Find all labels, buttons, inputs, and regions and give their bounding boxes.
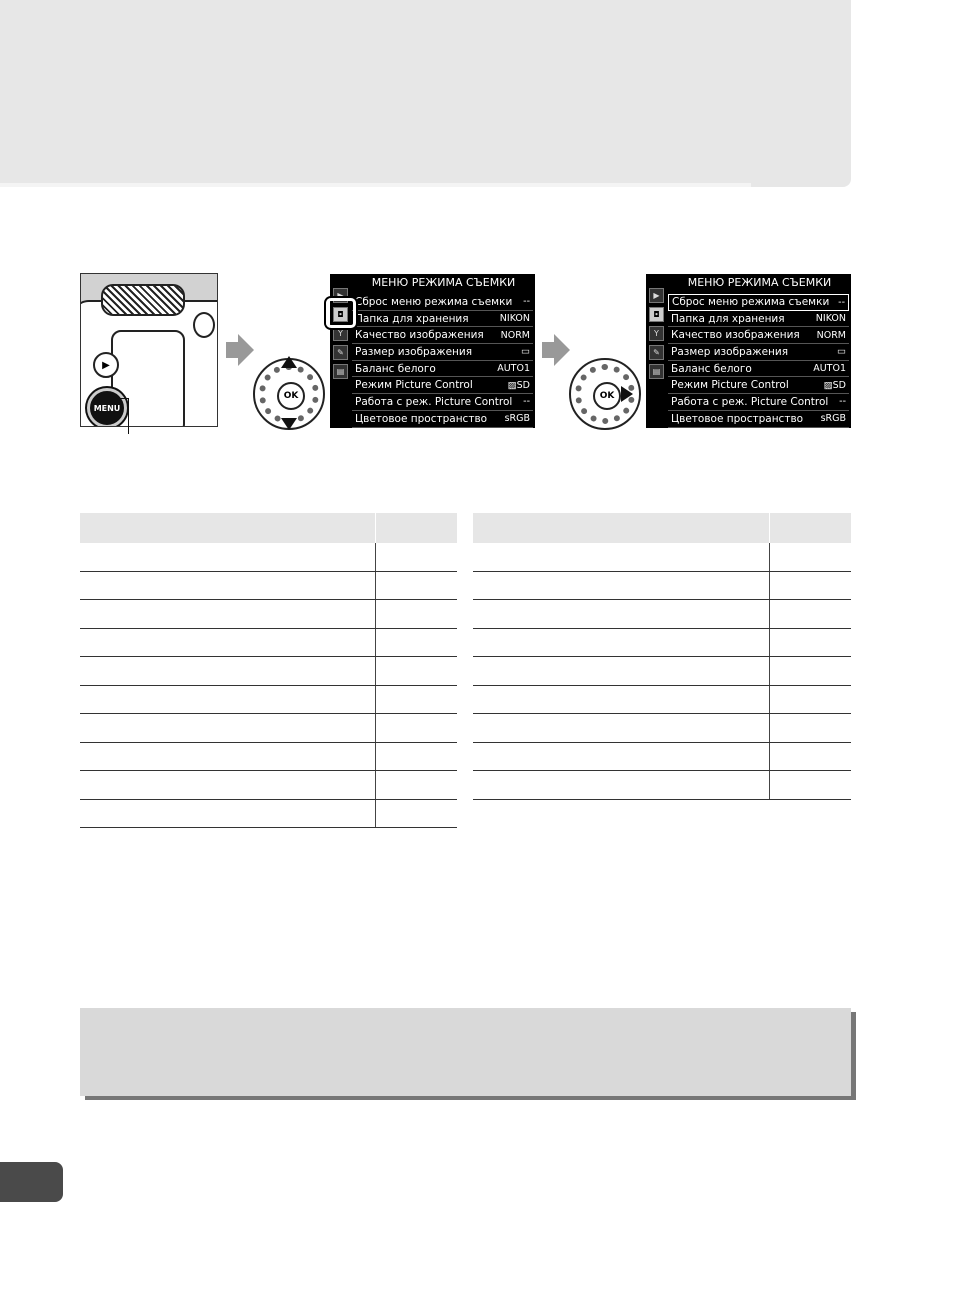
menu-item[interactable]: Режим Picture Control ▨SD <box>668 377 849 394</box>
menu-item[interactable]: Размер изображения ▭ <box>668 344 849 361</box>
table-row <box>473 543 851 571</box>
recent-settings-tab-icon[interactable]: ▤ <box>649 364 664 379</box>
menu-button-label: MENU <box>93 403 121 413</box>
table-row <box>80 714 457 743</box>
table-row <box>80 799 457 828</box>
menu-item[interactable]: Размер изображения ▭ <box>352 344 533 361</box>
table-row <box>473 685 851 714</box>
menu-item[interactable]: Папка для хранения NIKON <box>352 311 533 328</box>
menu-item[interactable]: Баланс белого AUTO1 <box>352 361 533 378</box>
table-row <box>473 742 851 771</box>
table-row <box>80 543 457 571</box>
table-row <box>473 628 851 657</box>
play-icon: ▶ <box>102 359 110 371</box>
table-header-row <box>80 513 457 543</box>
retouch-tab-icon[interactable]: ✎ <box>649 345 664 360</box>
setup-tab-icon[interactable]: Y <box>333 326 348 341</box>
menu-item[interactable]: Папка для хранения NIKON <box>668 311 849 328</box>
reference-table-right <box>473 513 851 800</box>
camera-menu-screen-1 <box>330 274 535 428</box>
menu-button-icon <box>87 388 127 427</box>
header-band <box>0 0 851 187</box>
table-row <box>473 714 851 743</box>
menu-tabs <box>649 288 664 383</box>
menu-item-selected[interactable]: Сброс меню режима съемки -- <box>668 294 849 311</box>
table-row <box>80 657 457 686</box>
menu-item[interactable]: Баланс белого AUTO1 <box>668 361 849 378</box>
table-row <box>473 771 851 800</box>
table-row <box>473 657 851 686</box>
menu-title: МЕНЮ РЕЖИМА СЪЕМКИ <box>687 276 832 289</box>
menu-list <box>352 294 533 428</box>
section-side-tab <box>0 1162 63 1202</box>
playback-tab-icon[interactable]: ▶ <box>649 288 664 303</box>
ok-button-label: OK <box>593 382 621 410</box>
menu-item[interactable]: Качество изображения NORM <box>352 327 533 344</box>
triangle-right-icon <box>621 386 633 402</box>
table-row <box>80 742 457 771</box>
tab-highlight-box <box>326 298 356 328</box>
callout-line <box>100 398 128 399</box>
setup-tab-icon[interactable]: Y <box>649 326 664 341</box>
table-row <box>80 771 457 800</box>
menu-item[interactable]: Качество изображения NORM <box>668 327 849 344</box>
strap-lug <box>193 312 215 338</box>
menu-item[interactable]: Режим Picture Control ▨SD <box>352 377 533 394</box>
menu-item[interactable]: Цветовое пространство sRGB <box>352 411 533 428</box>
reference-table-left <box>80 513 457 828</box>
triangle-up-icon <box>281 356 297 368</box>
playback-tab-icon[interactable]: ▶ <box>333 288 348 303</box>
menu-title: МЕНЮ РЕЖИМА СЪЕМКИ <box>371 276 516 289</box>
ok-button-label: OK <box>277 382 305 410</box>
table-row <box>473 600 851 629</box>
menu-item[interactable]: Работа с реж. Picture Control -- <box>352 394 533 411</box>
menu-list <box>668 294 849 428</box>
triangle-down-icon <box>281 418 297 430</box>
menu-item[interactable]: Цветовое пространство sRGB <box>668 411 849 428</box>
table-row <box>80 685 457 714</box>
table-row <box>80 600 457 629</box>
camera-menu-screen-2 <box>646 274 851 428</box>
shooting-tab-icon[interactable]: ◘ <box>649 307 664 322</box>
playback-button-icon <box>93 352 119 378</box>
callout-line-vertical <box>128 398 129 434</box>
retouch-tab-icon[interactable]: ✎ <box>333 345 348 360</box>
camera-illustration <box>80 273 218 427</box>
menu-item[interactable]: Сброс меню режима съемки -- <box>352 294 533 311</box>
table-header-row <box>473 513 851 543</box>
menu-item[interactable]: Работа с реж. Picture Control -- <box>668 394 849 411</box>
table-row <box>80 628 457 657</box>
table-row <box>80 571 457 600</box>
table-row <box>473 571 851 600</box>
command-dial <box>101 284 185 316</box>
recent-settings-tab-icon[interactable]: ▤ <box>333 364 348 379</box>
note-box <box>80 1008 851 1096</box>
shooting-tab-icon[interactable]: ◘ <box>333 307 348 322</box>
